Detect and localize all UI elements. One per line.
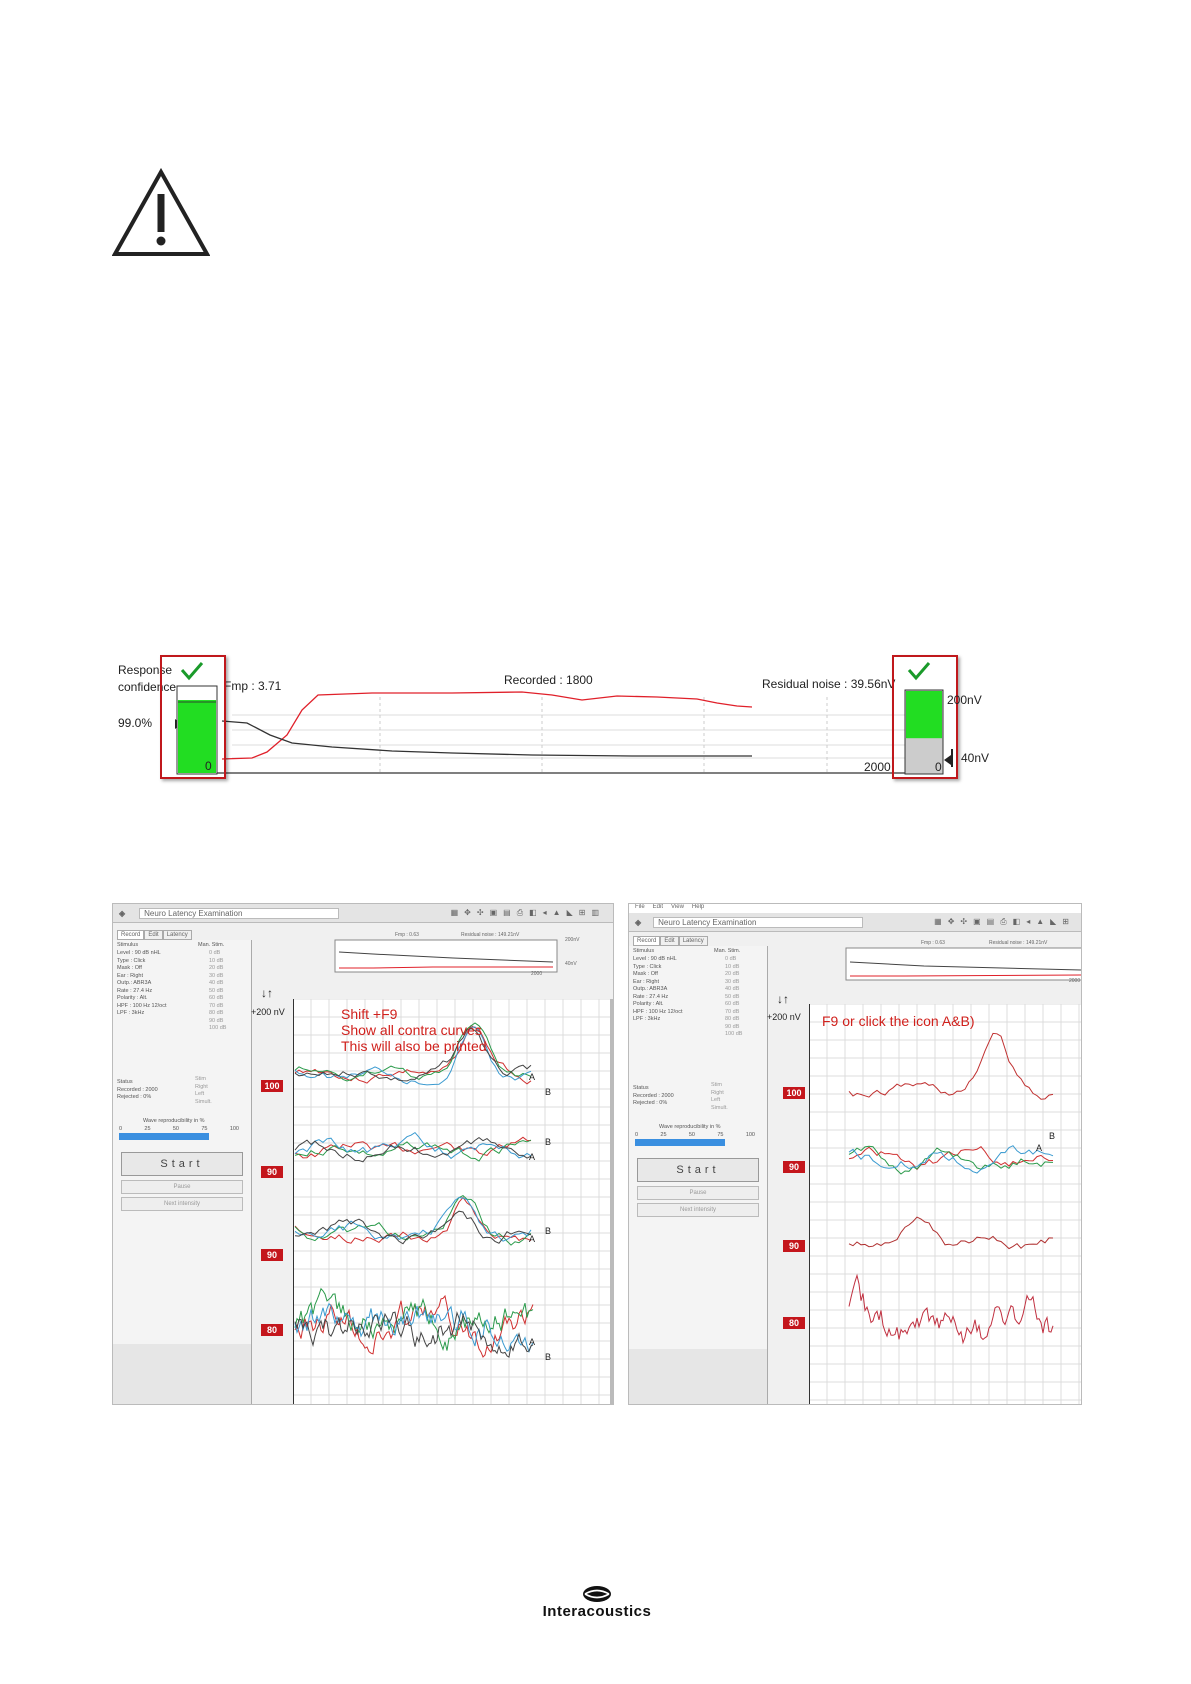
param: Mask : Off xyxy=(633,971,658,977)
param: Type : Click xyxy=(633,963,662,970)
noise-curve xyxy=(222,721,752,756)
recording-curve xyxy=(222,692,752,759)
param: Ear : Right xyxy=(117,972,143,979)
tab-edit[interactable]: Edit xyxy=(144,930,162,940)
rejected-percent: Rejected : 0% xyxy=(117,1094,152,1100)
param: LPF : 3kHz xyxy=(633,1016,661,1022)
confidence-highlight-frame xyxy=(160,655,226,779)
left-titlebar xyxy=(113,904,613,923)
menu-bar xyxy=(629,904,1081,913)
response-confidence-panel xyxy=(112,655,992,815)
db-option[interactable]: 20 dB xyxy=(209,965,224,971)
marker-a[interactable]: A xyxy=(1036,1143,1043,1153)
radio-option[interactable]: Stim xyxy=(195,1076,206,1082)
tab-record[interactable]: Record xyxy=(117,930,144,940)
scrollbar[interactable] xyxy=(610,999,613,1404)
toolbar-icons[interactable]: ▦✥✣▣▤⎙◧◂▲◣⊞ xyxy=(934,917,1075,926)
tick: 75 xyxy=(717,1132,724,1138)
mini-response-graph xyxy=(844,940,1081,984)
toolbar-icons[interactable]: ▦✥✣▣▤⎙◧◂▲◣⊞▥ xyxy=(450,908,605,917)
mini-40nv: 40nV xyxy=(565,961,577,967)
right-zero-label: 0 xyxy=(935,760,942,774)
tick: 25 xyxy=(144,1126,151,1132)
level-badge: 90 xyxy=(783,1161,805,1173)
tab-latency[interactable]: Latency xyxy=(163,930,192,940)
reproducibility-label: Wave reproducibility in % xyxy=(143,1118,205,1124)
radio-option[interactable]: Left xyxy=(195,1091,205,1097)
left-wave-chart xyxy=(293,999,611,1404)
tick: 50 xyxy=(688,1132,695,1138)
tab-latency[interactable]: Latency xyxy=(679,936,708,946)
app-icon: ◈ xyxy=(119,908,126,918)
level-badge: 90 xyxy=(261,1249,283,1261)
mini-residual: Residual noise : 149.21nV xyxy=(989,940,1048,946)
panel-footer xyxy=(629,1349,767,1404)
level-badge: 90 xyxy=(261,1166,283,1178)
right-side-panel xyxy=(629,946,768,1404)
db-option[interactable]: 100 dB xyxy=(209,1025,227,1031)
db-option[interactable]: 100 dB xyxy=(725,1031,743,1037)
menu-edit[interactable]: Edit xyxy=(652,904,664,910)
abr-trace xyxy=(849,1146,1053,1174)
scale-label: +200 nV xyxy=(251,1007,285,1017)
db-option[interactable]: 50 dB xyxy=(725,993,740,1000)
param: Level : 90 dB nHL xyxy=(117,950,161,956)
stim-radio-group[interactable] xyxy=(195,1076,212,1106)
mini-2000: 2000 xyxy=(1069,978,1081,984)
response-label: Response xyxy=(118,663,173,677)
db-option[interactable]: 90 dB xyxy=(209,1017,224,1024)
db-option[interactable]: 40 dB xyxy=(209,980,224,986)
tab-edit[interactable]: Edit xyxy=(660,936,678,946)
marker-b[interactable]: B xyxy=(545,1352,552,1362)
param: Ear : Right xyxy=(633,978,659,985)
db-option[interactable]: 70 dB xyxy=(209,1002,224,1009)
tick: 0 xyxy=(635,1132,639,1138)
right-screenshot xyxy=(628,903,1082,1405)
param: Level : 90 dB nHL xyxy=(633,956,677,962)
tick: 75 xyxy=(201,1126,208,1132)
db-option[interactable]: 0 dB xyxy=(209,950,221,956)
sort-arrows-icon[interactable]: ↓↑ xyxy=(261,986,273,1000)
param: Polarity : Alt. xyxy=(633,1001,664,1007)
marker-b[interactable]: B xyxy=(545,1226,552,1236)
reproducibility-bar xyxy=(119,1133,209,1140)
x-max-label: 2000 xyxy=(864,760,891,774)
start-button[interactable]: Start xyxy=(121,1152,243,1176)
residual-noise-readout: Residual noise : 39.56nV xyxy=(762,677,896,691)
panel-footer xyxy=(113,1344,251,1404)
db-option[interactable]: 40 dB xyxy=(725,986,740,992)
tick: 0 xyxy=(119,1126,123,1132)
fmp-readout: Fmp : 3.71 xyxy=(224,679,282,693)
brand-name: Interacoustics xyxy=(542,1603,652,1620)
radio-option[interactable]: Right xyxy=(711,1089,724,1096)
radio-option[interactable]: Right xyxy=(195,1083,208,1090)
mini-200nv: 200nV xyxy=(565,937,580,943)
abr-trace xyxy=(849,1217,1053,1249)
rejected-percent: Rejected : 0% xyxy=(633,1100,668,1106)
tab-record[interactable]: Record xyxy=(633,936,660,946)
reproducibility-ticks xyxy=(119,1126,239,1132)
stimulus-header: Stimulus xyxy=(633,948,655,954)
stimulus-params xyxy=(117,950,167,1018)
menu-view[interactable]: View xyxy=(671,904,684,910)
level-badge: 80 xyxy=(261,1324,283,1336)
menu-file[interactable]: File xyxy=(635,904,645,910)
param: Polarity : Alt. xyxy=(117,995,148,1001)
status-block xyxy=(117,1079,158,1102)
next-intensity-button[interactable]: Next intensity xyxy=(121,1197,243,1211)
radio-option[interactable]: Stim xyxy=(711,1082,722,1088)
mini-fmp: Fmp : 0.63 xyxy=(921,940,945,946)
abr-trace xyxy=(849,1033,1053,1099)
right-wave-chart xyxy=(809,1004,1081,1404)
response-graph xyxy=(112,655,992,815)
abr-trace xyxy=(849,1276,1053,1343)
noise-highlight-frame xyxy=(892,655,958,779)
reproducibility-bar xyxy=(635,1139,725,1146)
start-button[interactable]: Start xyxy=(637,1158,759,1182)
right-wave-area xyxy=(809,1004,1081,1404)
right-titlebar xyxy=(629,913,1081,932)
marker-b[interactable]: B xyxy=(545,1087,552,1097)
level-badge: 80 xyxy=(783,1317,805,1329)
stim-radio-group[interactable] xyxy=(711,1082,728,1112)
menu-help[interactable]: Help xyxy=(691,904,705,910)
stimulus-header: Stimulus xyxy=(117,942,139,948)
db-option[interactable]: 50 dB xyxy=(209,987,224,994)
reproducibility-label: Wave reproducibility in % xyxy=(659,1124,721,1130)
tick: 50 xyxy=(172,1126,179,1132)
mini-fmp: Fmp : 0.63 xyxy=(395,932,419,938)
column-header: Man. Stim. xyxy=(714,948,741,954)
marker-a[interactable]: A xyxy=(529,1072,536,1082)
logo-mark-icon xyxy=(582,1585,612,1603)
tick: 25 xyxy=(660,1132,667,1138)
param: LPF : 3kHz xyxy=(117,1010,145,1016)
db-option[interactable]: 80 dB xyxy=(725,1016,740,1022)
marker-b[interactable]: B xyxy=(545,1137,552,1147)
radio-option[interactable]: Left xyxy=(711,1097,721,1103)
tick: 100 xyxy=(745,1132,755,1138)
scale-label: +200 nV xyxy=(767,1012,801,1022)
reproducibility-ticks xyxy=(635,1132,755,1138)
db-option[interactable]: 30 dB xyxy=(209,972,224,979)
db-option[interactable]: 20 dB xyxy=(725,971,740,977)
interacoustics-logo xyxy=(522,1585,672,1621)
pause-button[interactable]: Pause xyxy=(637,1186,759,1200)
app-icon: ◈ xyxy=(635,917,642,927)
abr-trace xyxy=(295,1304,536,1352)
status-block xyxy=(633,1085,674,1108)
recorded-count: Recorded : 2000 xyxy=(117,1086,158,1093)
db-list[interactable] xyxy=(725,956,742,1039)
abr-trace xyxy=(295,1138,531,1162)
threshold-nv-label: 40nV xyxy=(961,751,990,765)
tick: 100 xyxy=(229,1126,239,1132)
stimulus-params xyxy=(633,956,683,1024)
right-annotation: F9 or click the icon A&B) xyxy=(822,1013,975,1029)
note-line: Show all contra curves xyxy=(341,1022,482,1038)
db-option[interactable]: 10 dB xyxy=(725,963,740,970)
marker-a[interactable]: A xyxy=(529,1337,536,1347)
pause-button[interactable]: Pause xyxy=(121,1180,243,1194)
db-option[interactable]: 80 dB xyxy=(209,1010,224,1016)
confidence-label: confidence xyxy=(118,680,177,694)
marker-a[interactable]: A xyxy=(529,1152,536,1162)
top-nv-label: 200nV xyxy=(947,693,982,707)
left-side-panel xyxy=(113,940,252,1404)
note-line: This will also be printed xyxy=(341,1038,487,1054)
param: Outp.: ABR3A xyxy=(117,980,152,986)
db-option[interactable]: 60 dB xyxy=(725,1001,740,1007)
radio-option[interactable]: Simult. xyxy=(711,1104,728,1111)
param: HPF : 100 Hz 12/oct xyxy=(633,1008,683,1015)
sort-arrows-icon[interactable]: ↓↑ xyxy=(777,992,789,1006)
confidence-value: 99.0% xyxy=(118,716,153,730)
db-option[interactable]: 90 dB xyxy=(725,1023,740,1030)
status-label: Status xyxy=(633,1085,649,1091)
radio-option[interactable]: Simult. xyxy=(195,1098,212,1105)
warning-triangle-icon xyxy=(112,168,210,258)
db-option[interactable]: 30 dB xyxy=(725,978,740,985)
marker-b[interactable]: B xyxy=(1049,1131,1056,1141)
level-badge: 100 xyxy=(783,1087,805,1099)
mini-response-graph xyxy=(333,932,595,976)
status-label: Status xyxy=(117,1079,133,1085)
param: Outp.: ABR3A xyxy=(633,986,668,992)
db-option[interactable]: 0 dB xyxy=(725,956,737,962)
mini-2000: 2000 xyxy=(531,971,543,977)
db-option[interactable]: 70 dB xyxy=(725,1008,740,1015)
db-option[interactable]: 60 dB xyxy=(209,995,224,1001)
param: Mask : Off xyxy=(117,965,142,971)
param: HPF : 100 Hz 12/oct xyxy=(117,1002,167,1009)
exam-title[interactable]: Neuro Latency Examination xyxy=(139,908,339,919)
level-badge: 90 xyxy=(783,1240,805,1252)
next-intensity-button[interactable]: Next intensity xyxy=(637,1203,759,1217)
mini-residual: Residual noise : 149.21nV xyxy=(461,932,520,938)
level-badge: 100 xyxy=(261,1080,283,1092)
left-screenshot xyxy=(112,903,614,1405)
param: Type : Click xyxy=(117,957,146,964)
recorded-readout: Recorded : 1800 xyxy=(504,673,593,687)
exam-title[interactable]: Neuro Latency Examination xyxy=(653,917,863,928)
column-header: Man. Stim. xyxy=(198,942,225,948)
recorded-count: Recorded : 2000 xyxy=(633,1092,674,1099)
left-wave-area xyxy=(293,999,611,1404)
param: Rate : 27.4 Hz xyxy=(633,993,669,1000)
param: Rate : 27.4 Hz xyxy=(117,987,153,994)
left-zero-label: 0 xyxy=(205,759,212,773)
note-line: Shift +F9 xyxy=(341,1006,398,1022)
marker-a[interactable]: A xyxy=(529,1234,536,1244)
db-list[interactable] xyxy=(209,950,226,1033)
db-option[interactable]: 10 dB xyxy=(209,957,224,964)
